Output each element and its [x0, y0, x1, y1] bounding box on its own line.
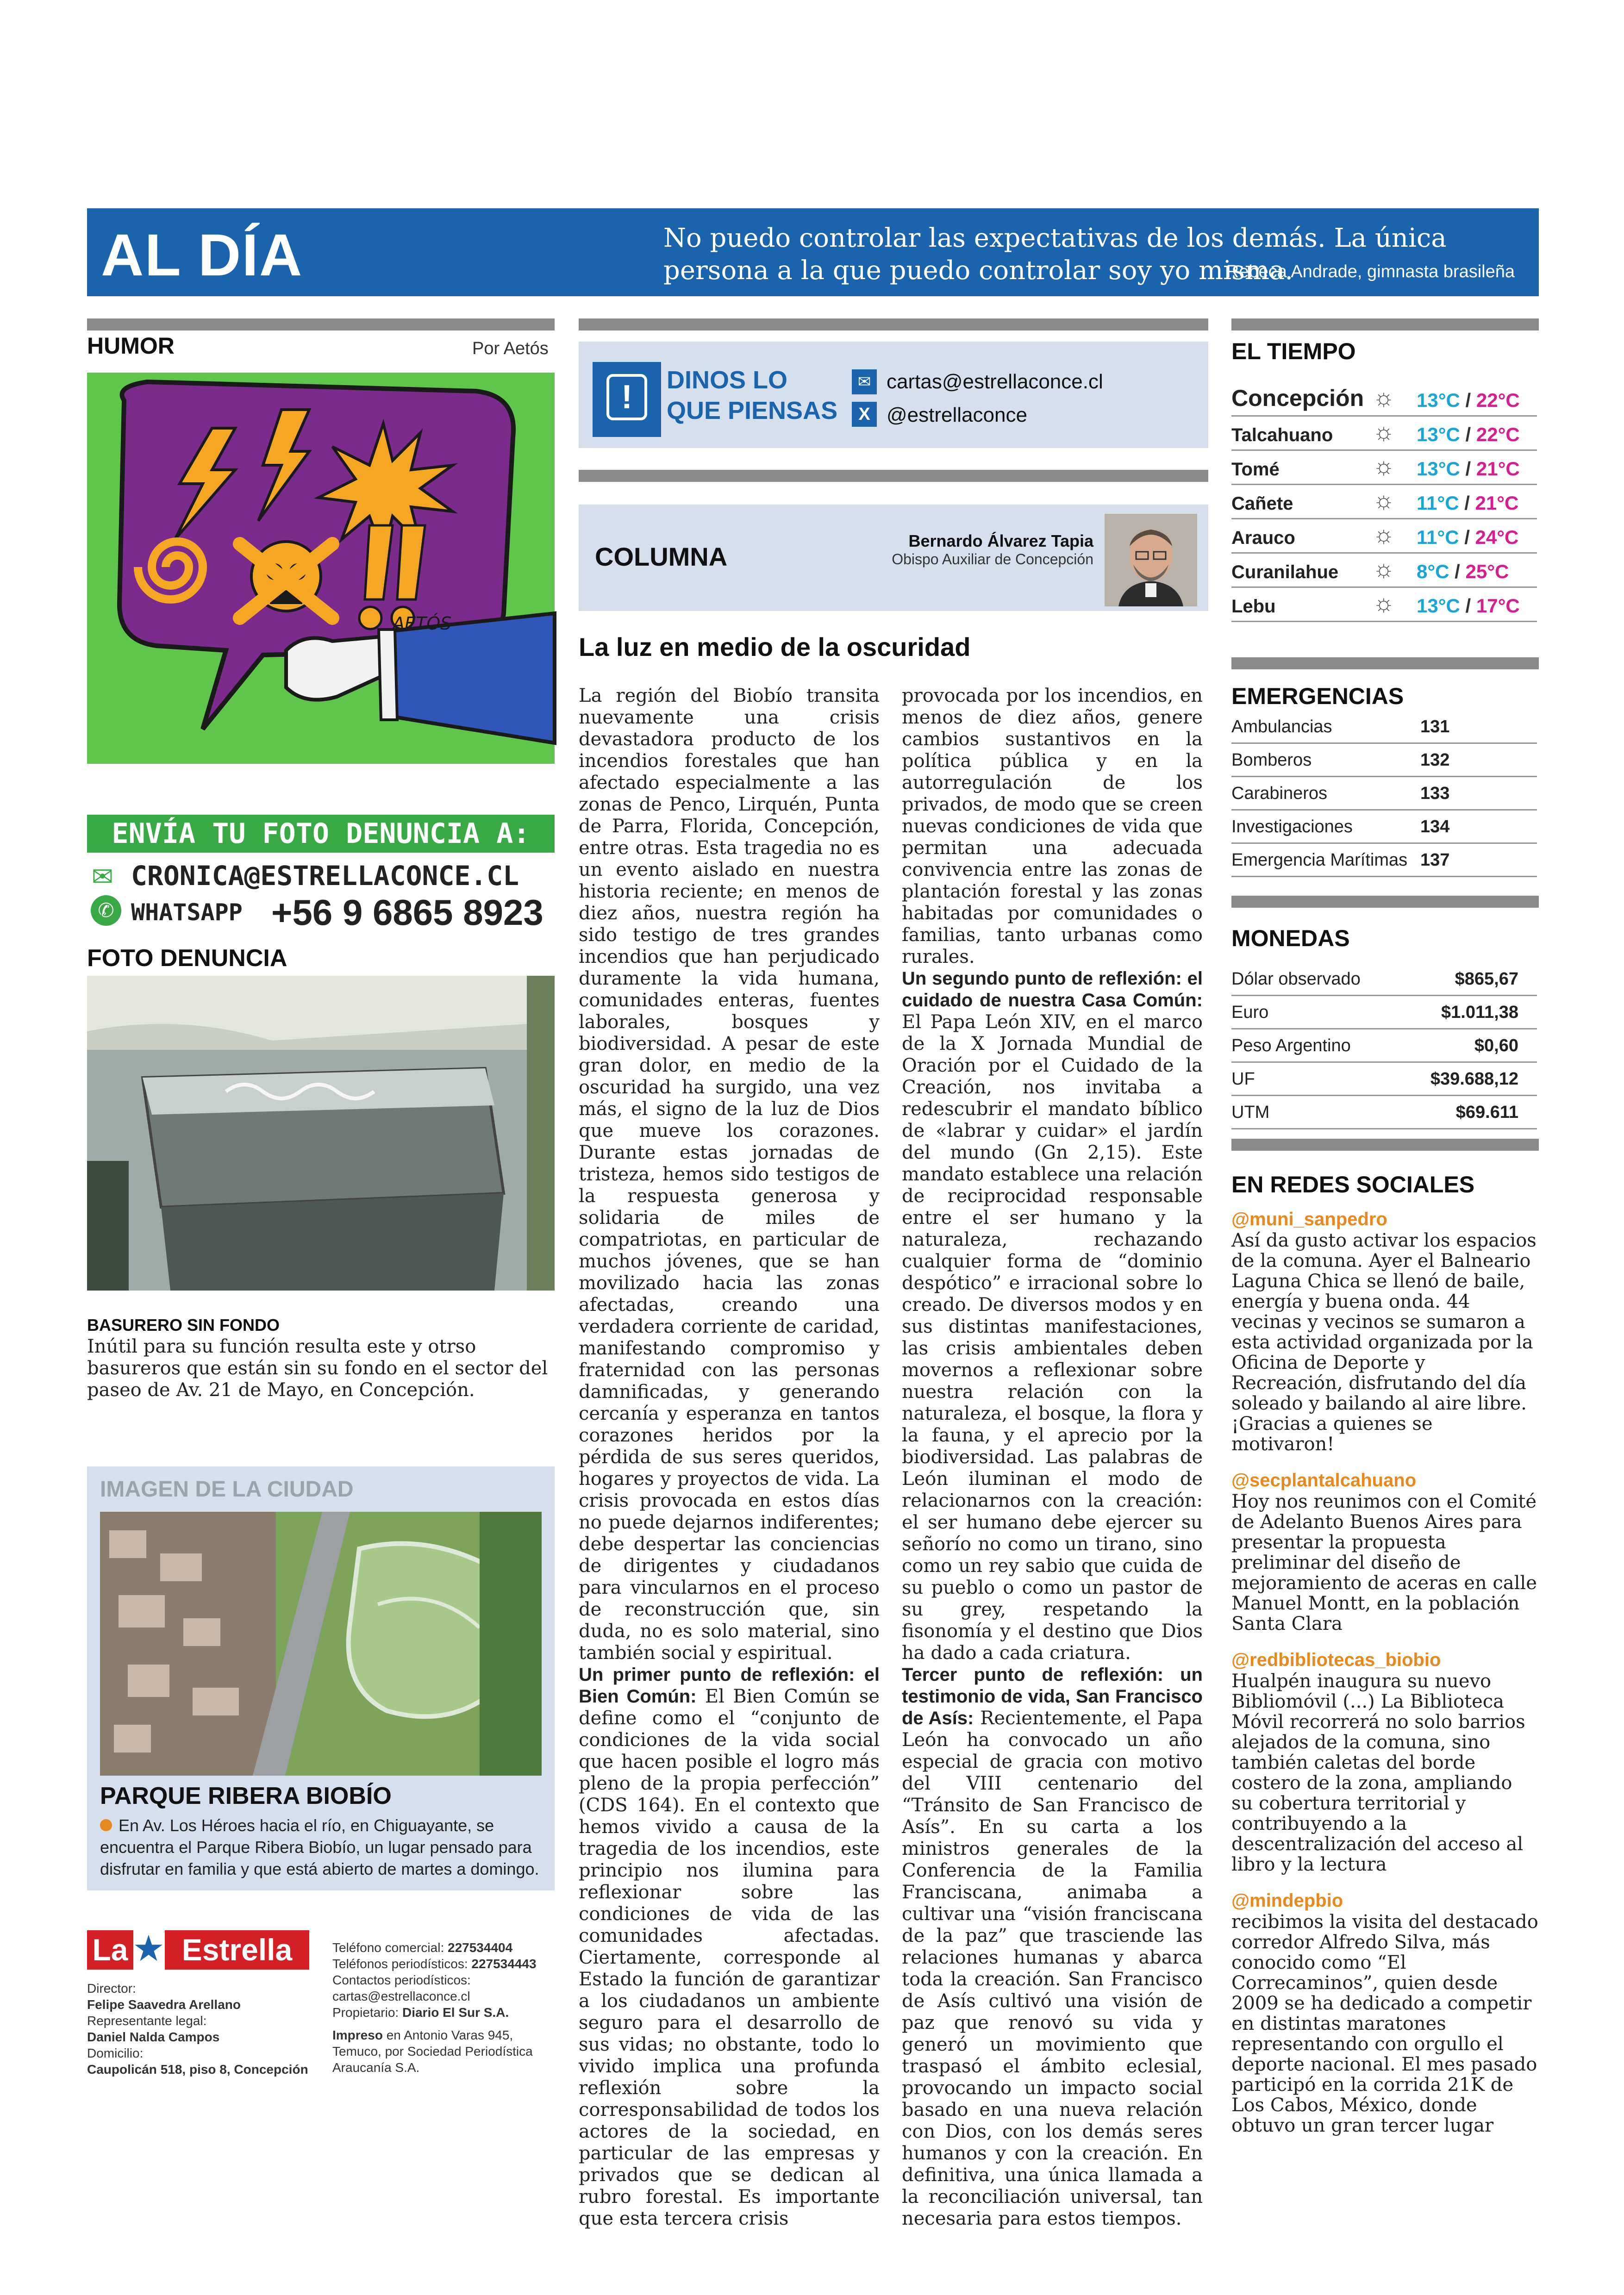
social-post-text: Hoy nos reunimos con el Comité de Adelanto Buenos Aires para presentar la propuesta preliminar del diseño de mejoramiento de aceras en calle Manuel Montt, en la población Santa Clara [1231, 1491, 1537, 1634]
social-post [1231, 1649, 1539, 1875]
emergencia-row [1231, 711, 1537, 744]
emergencia-row [1231, 844, 1537, 877]
rep: Daniel Nalda Campos [87, 2030, 220, 2044]
weather-temp [1417, 595, 1520, 617]
moneda-value: $69.611 [1455, 1103, 1518, 1122]
temp-min: 13°C [1417, 424, 1460, 445]
columna-author-role: Obispo Auxiliar de Concepción [892, 551, 1093, 568]
weather-row [1231, 588, 1537, 622]
tel-per-label: Teléfonos periodísticos: [332, 1957, 468, 1971]
print-label: Impreso [332, 2028, 383, 2042]
weather-row [1231, 451, 1537, 485]
exclamation-icon: ! [593, 362, 661, 437]
envelope-icon: ✉ [92, 862, 113, 892]
imagen-ciudad-title: IMAGEN DE LA CIUDAD [100, 1477, 354, 1502]
weather-temp [1417, 526, 1518, 549]
humor-title: HUMOR [87, 333, 175, 359]
foto-denuncia-title: FOTO DENUNCIA [87, 945, 287, 972]
whatsapp-label: WHATSAPP [131, 899, 243, 926]
temp-min: 11°C [1417, 526, 1459, 548]
sun-icon: ☼ [1373, 555, 1395, 582]
parque-photo [100, 1512, 542, 1776]
dinos-box [579, 342, 1208, 448]
emergencias-title: EMERGENCIAS [1231, 683, 1404, 709]
moneda-row [1231, 1063, 1537, 1096]
social-post-text: Así da gusto activar los espacios de la comuna. Ayer el Balneario Laguna Chica se llenó de baile, energía y buena onda. 44 vecinas y vecinos se sumaron a esta actividad organizada por la Oficina de Deporte y Recreación, disfrutando del día soleado y bailando al aire libre. ¡Gracias a quienes se motivaron! [1231, 1230, 1537, 1455]
foto-denuncia-caption-title: BASURERO SIN FONDO [87, 1316, 280, 1335]
weather-city: Curanilahue [1231, 562, 1339, 582]
emergencia-row [1231, 777, 1537, 811]
foto-denuncia-cta: ENVÍA TU FOTO DENUNCIA A: [87, 815, 555, 853]
redes-list [1231, 1208, 1539, 2136]
contacts-email[interactable]: cartas@estrellaconce.cl [332, 1989, 470, 2003]
weather-city: Arauco [1231, 528, 1295, 548]
moneda-value: $0,60 [1474, 1036, 1518, 1055]
moneda-name: Euro [1231, 1003, 1269, 1022]
weather-city: Tomé [1231, 459, 1280, 480]
trash-bin-photo [87, 976, 555, 1291]
weather-temp [1417, 389, 1520, 412]
dinos-title-1: DINOS LO [667, 366, 788, 394]
moneda-row [1231, 996, 1537, 1029]
columna-rule [579, 470, 1208, 482]
social-post [1231, 1208, 1539, 1454]
moneda-name: Dólar observado [1231, 969, 1361, 989]
header-quote: No puedo controlar las expectativas de los demás. La única persona a la que puedo controlar soy yo misma. [663, 223, 1447, 286]
temp-separator: / [1449, 561, 1466, 582]
temp-separator: / [1460, 389, 1476, 411]
bullet-icon [100, 1819, 112, 1831]
weather-city: Lebu [1231, 596, 1276, 617]
emergencia-number: 137 [1420, 850, 1450, 870]
temp-min: 8°C [1417, 561, 1449, 582]
author-portrait [1105, 514, 1197, 606]
temp-max: 21°C [1475, 492, 1519, 514]
col2-paragraph-2: El Papa León XIV, en el marco de la X Jornada Mundial de Oración por el Cuidado de la Creación, nos invitaba a redescubrir el mandato bíblico de «labrar y cuidar» el jardín del mundo (Gn 2,15). Este mandato establece una relación de reciprocidad responsable entre el ser humano y la naturaleza, rechazando cualquier forma de “dominio despótico” e irracional sobre lo creado. De diversos modos y en sus distintas manifestaciones, las crisis ambientales deben movernos a reflexionar sobre nuestra relación con la naturaleza, el bosque, la flora y la fauna, y el aprecio por la biodiversidad. Las palabras de León iluminan el modo de relacionarnos con la creación: el ser humano debe ejercer su señorío no como un tirano, sino como un rey sabio que cuida de su pueblo o como un pastor de su grey, respetando la fisonomía y el destino que Dios ha dado a cada criatura. [902, 1011, 1203, 1664]
weather-temp [1417, 561, 1509, 583]
middle-rule [579, 318, 1208, 331]
weather-city: Cañete [1231, 493, 1293, 514]
director: Felipe Saavedra Arellano [87, 1997, 241, 2012]
imagen-ciudad-box [87, 1466, 555, 1890]
foto-denuncia-whatsapp-row [87, 893, 555, 935]
dinos-title-2: QUE PIENSAS [667, 397, 838, 424]
sun-icon: ☼ [1373, 384, 1395, 411]
estrella-logo [87, 1930, 309, 1970]
email-icon: ✉ [852, 369, 877, 394]
column-headline: La luz en medio de la oscuridad [579, 632, 971, 661]
parque-caption-text: En Av. Los Héroes hacia el río, en Chiguayante, se encuentra el Parque Ribera Biobío, un lugar pensado para disfrutar en familia y que está abierto de martes a domingo. [100, 1816, 539, 1878]
temp-min: 13°C [1417, 458, 1460, 480]
col1-paragraph: La región del Biobío transita nuevamente una crisis devastadora producto de los incendios forestales que han afectado especialmente a las zonas de Penco, Lirquén, Punta de Parra, Florida, Concepción, entre otras. Esta tragedia no es un evento aislado en nuestra historia reciente; en menos de diez años, nuestra región ha sido testigo de tres grandes incendios que han perjudicado duramente la vida humana, comunidades enteras, fuentes laborales, bosques y biodiversidad. A pesar de este gran dolor, en medio de la oscuridad ha surgido, una vez más, el signo de la luz de Dios que mueve los corazones. Durante estas jornadas de tristeza, hemos sido testigos de la respuesta generosa y solidaria de miles de compatriotas, en particular de muchos jóvenes, que se han movilizado hacia las zonas afectadas, creando una verdadera corriente de caridad, manifestando compromiso y fraternidad con las personas damnificadas, y generando cercanía y esperanza en tantos corazones heridos por la pérdida de sus seres queridos, hogares y proyectos de vida. La crisis provocada en estos días no puede dejarnos indiferentes; debe despertar las conciencias de dirigentes y ciudadanos para vincularnos en el proceso de reconstrucción que, sin duda, no es solo material, sino también social y espiritual. [579, 685, 880, 1664]
monedas-rule [1231, 896, 1539, 908]
temp-min: 13°C [1417, 389, 1460, 411]
social-post-text: recibimos la visita del destacado corredor Alfredo Silva, más conocido como “El Correcaminos”, quien desde 2009 se ha dedicado a competir en distintas maratones representando con orgullo el deporte nacional. El mes pasado participó en la corrida 21K de Los Cabos, México, donde obtuvo un gran tercer lugar [1231, 1911, 1538, 2136]
temp-separator: / [1460, 424, 1476, 445]
columna-box [579, 505, 1208, 611]
foto-denuncia-email-row [87, 855, 555, 894]
emergencia-name: Bomberos [1231, 750, 1312, 770]
emergencia-number: 131 [1420, 717, 1450, 736]
star-icon: ★ [132, 1928, 165, 1970]
moneda-row [1231, 1029, 1537, 1063]
temp-max: 21°C [1476, 458, 1520, 480]
columna-label: COLUMNA [595, 542, 728, 571]
temp-max: 22°C [1476, 389, 1520, 411]
dom-label: Domicilio: [87, 2046, 144, 2060]
temp-max: 24°C [1475, 526, 1519, 548]
weather-temp [1417, 458, 1520, 480]
emergencia-name: Emergencia Marítimas [1231, 850, 1408, 870]
weather-row [1231, 375, 1537, 417]
sun-icon: ☼ [1373, 453, 1395, 480]
social-handle[interactable]: @mindepbio [1231, 1890, 1343, 1911]
dom: Caupolicán 518, piso 8, Concepción [87, 2062, 308, 2077]
director-label: Director: [87, 1981, 136, 1996]
sun-icon: ☼ [1373, 418, 1395, 445]
emergencia-name: Carabineros [1231, 784, 1327, 803]
social-handle[interactable]: @secplantalcahuano [1231, 1470, 1417, 1491]
moneda-row [1231, 963, 1537, 996]
emerg-rule [1231, 657, 1539, 669]
dinos-title [667, 365, 837, 426]
print-text: en Antonio Varas 945, Temuco, por Sociedad Periodística Araucanía S.A. [332, 2028, 533, 2075]
moneda-name: UTM [1231, 1103, 1270, 1122]
emergencia-row [1231, 811, 1537, 844]
weather-row [1231, 485, 1537, 519]
weather-temp [1417, 492, 1518, 514]
weather-city: Concepción [1231, 385, 1364, 411]
weather-row [1231, 554, 1537, 588]
moneda-name: Peso Argentino [1231, 1036, 1351, 1055]
moneda-value: $865,67 [1455, 969, 1518, 989]
parque-caption [100, 1815, 544, 1880]
monedas-title: MONEDAS [1231, 925, 1350, 951]
temp-max: 22°C [1476, 424, 1520, 445]
section-title: AL DÍA [101, 222, 303, 288]
emergencia-name: Ambulancias [1231, 717, 1332, 736]
contacts-label: Contactos periodísticos: [332, 1973, 471, 1987]
temp-min: 11°C [1417, 492, 1459, 514]
owner: Diario El Sur S.A. [402, 2005, 509, 2020]
col2-paragraph-1: provocada por los incendios, en menos de diez años, genere cambios sustantivos en la política pública y en la autorregulación de los privados, de modo que se creen nuevas condiciones de vida que permitan una adecuada convivencia entre las zonas de plantación forestal y las zonas habitadas por comunidades o familias, tanto urbanas como rurales. [902, 685, 1203, 967]
humor-byline: Por Aetós [472, 339, 549, 358]
quote-author: Rebeca Andrade, gimnasta brasileña [1226, 262, 1515, 281]
masthead-staff [87, 1980, 319, 2077]
redes-rule [1231, 1139, 1539, 1151]
dinos-twitter[interactable]: @estrellaconce [887, 404, 1027, 426]
weather-temp [1417, 424, 1520, 446]
col2-subhead-3: Tercer punto de reflexión: un testimonio de vida, San Francisco de Asís: [902, 1665, 1203, 1728]
social-post-text: Hualpén inaugura su nuevo Bibliomóvil (...) La Biblioteca Móvil recorrerá no solo barrios alejados de la comuna, sino también caletas del borde costero de la zona, ampliando su cobertura territorial y contribuyendo a la descentralización del acceso al libro y la lectura [1231, 1671, 1525, 1875]
temp-separator: / [1459, 492, 1475, 514]
moneda-row [1231, 1096, 1537, 1129]
moneda-value: $39.688,12 [1430, 1069, 1518, 1089]
whatsapp-icon: ✆ [91, 895, 121, 926]
social-handle[interactable]: @redbibliotecas_biobio [1231, 1650, 1441, 1670]
tiempo-title: EL TIEMPO [1231, 338, 1356, 364]
emergencias-table [1231, 711, 1539, 882]
columna-author: Bernardo Álvarez Tapia [908, 531, 1093, 550]
temp-max: 17°C [1476, 595, 1520, 617]
moneda-name: UF [1231, 1069, 1255, 1089]
logo-la: La [87, 1930, 133, 1970]
emergencia-row [1231, 744, 1537, 777]
parque-title: PARQUE RIBERA BIOBÍO [100, 1783, 392, 1809]
tel-per: 227534443 [471, 1957, 537, 1971]
right-rule [1231, 318, 1539, 331]
aerial-park-photo [100, 1512, 542, 1776]
column-text-col1 [579, 685, 880, 2230]
weather-row [1231, 417, 1537, 451]
sun-icon: ☼ [1373, 487, 1395, 514]
col2-subhead-2: Un segundo punto de reflexión: el cuidado de nuestra Casa Común: [902, 968, 1203, 1010]
column-text-col2 [902, 685, 1203, 2230]
temp-max: 25°C [1465, 561, 1509, 582]
social-post [1231, 1469, 1539, 1634]
tel-com-label: Teléfono comercial: [332, 1940, 444, 1955]
logo-estrella: Estrella [165, 1930, 309, 1970]
social-post [1231, 1890, 1539, 2136]
col2-paragraph-3: Recientemente, el Papa León ha convocado un año especial de gracia con motivo del VIII centenario del “Tránsito de San Francisco de Asís”. En su carta a los ministros generales de la Conferencia de la Familia Franciscana, animaba a cultivar una “visión franciscana de la paz” que trasciende las relaciones humanas y abarca toda la creación. San Francisco de Asís cultivó una visión de paz que renovó su vida y generó un movimiento que traspasó el ámbito eclesial, provocando un impacto social basado en una nueva relación con Dios, con los demás seres humanos y con la creación. En definitiva, una única llamada a la reconciliación universal, tan necesaria para estos tiempos. [902, 1708, 1203, 2229]
author-photo [1105, 514, 1197, 606]
weather-city: Talcahuano [1231, 425, 1333, 445]
cartoon-signature: AETÓS [393, 613, 452, 634]
monedas-table [1231, 963, 1539, 1134]
whatsapp-number[interactable]: +56 9 6865 8923 [271, 892, 543, 933]
redes-title: EN REDES SOCIALES [1231, 1172, 1475, 1197]
dinos-email[interactable]: cartas@estrellaconce.cl [887, 370, 1103, 393]
temp-min: 13°C [1417, 595, 1460, 617]
temp-separator: / [1459, 526, 1475, 548]
foto-denuncia-photo [87, 976, 555, 1291]
left-rule [87, 318, 555, 331]
emergencia-number: 134 [1420, 817, 1450, 836]
moneda-value: $1.011,38 [1441, 1003, 1518, 1022]
x-twitter-icon: X [852, 402, 877, 427]
col1-subhead: Un primer punto de reflexión: el Bien Común: [579, 1665, 880, 1707]
weather-row [1231, 519, 1537, 554]
emergencia-number: 133 [1420, 784, 1450, 803]
social-handle[interactable]: @muni_sanpedro [1231, 1209, 1387, 1229]
rep-label: Representante legal: [87, 2014, 207, 2028]
cartoon-illustration [87, 373, 555, 764]
humor-cartoon [87, 373, 555, 764]
tel-com: 227534404 [448, 1940, 513, 1955]
foto-denuncia-email[interactable]: CRONICA@ESTRELLACONCE.CL [131, 860, 519, 892]
sun-icon: ☼ [1373, 521, 1395, 548]
sun-icon: ☼ [1373, 590, 1395, 617]
weather-table [1231, 375, 1539, 639]
section-header [87, 208, 1539, 296]
temp-separator: / [1460, 595, 1476, 617]
emergencia-number: 132 [1420, 750, 1450, 770]
foto-denuncia-caption: Inútil para su función resulta este y otrso basureros que están sin su fondo en el sector del paseo de Av. 21 de Mayo, en Concepción. [87, 1336, 548, 1401]
emergencia-name: Investigaciones [1231, 817, 1353, 836]
columna-author-block [892, 531, 1093, 568]
temp-separator: / [1460, 458, 1476, 480]
col1-paragraph-2: El Bien Común se define como el “conjunto de condiciones de la vida social que hacen posible el logro más pleno de la propia perfección” (CDS 164). En el contexto que hemos vivido a causa de la tragedia de los incendios, este principio nos ilumina para reflexionar sobre las condiciones de vida de las comunidades afectadas. Ciertamente, corresponde al Estado la función de garantizar a los ciudadanos un ambiente seguro para el desarrollo de sus vidas; no obstante, todo lo vivido implica una profunda reflexión sobre la corresponsabilidad de todos los actores de la sociedad, en particular de las empresas y privados que se dedican al rubro forestal. Es importante que esta tercera crisis [579, 1686, 880, 2229]
masthead-contacts [332, 1940, 555, 2076]
owner-label: Propietario: [332, 2005, 399, 2020]
